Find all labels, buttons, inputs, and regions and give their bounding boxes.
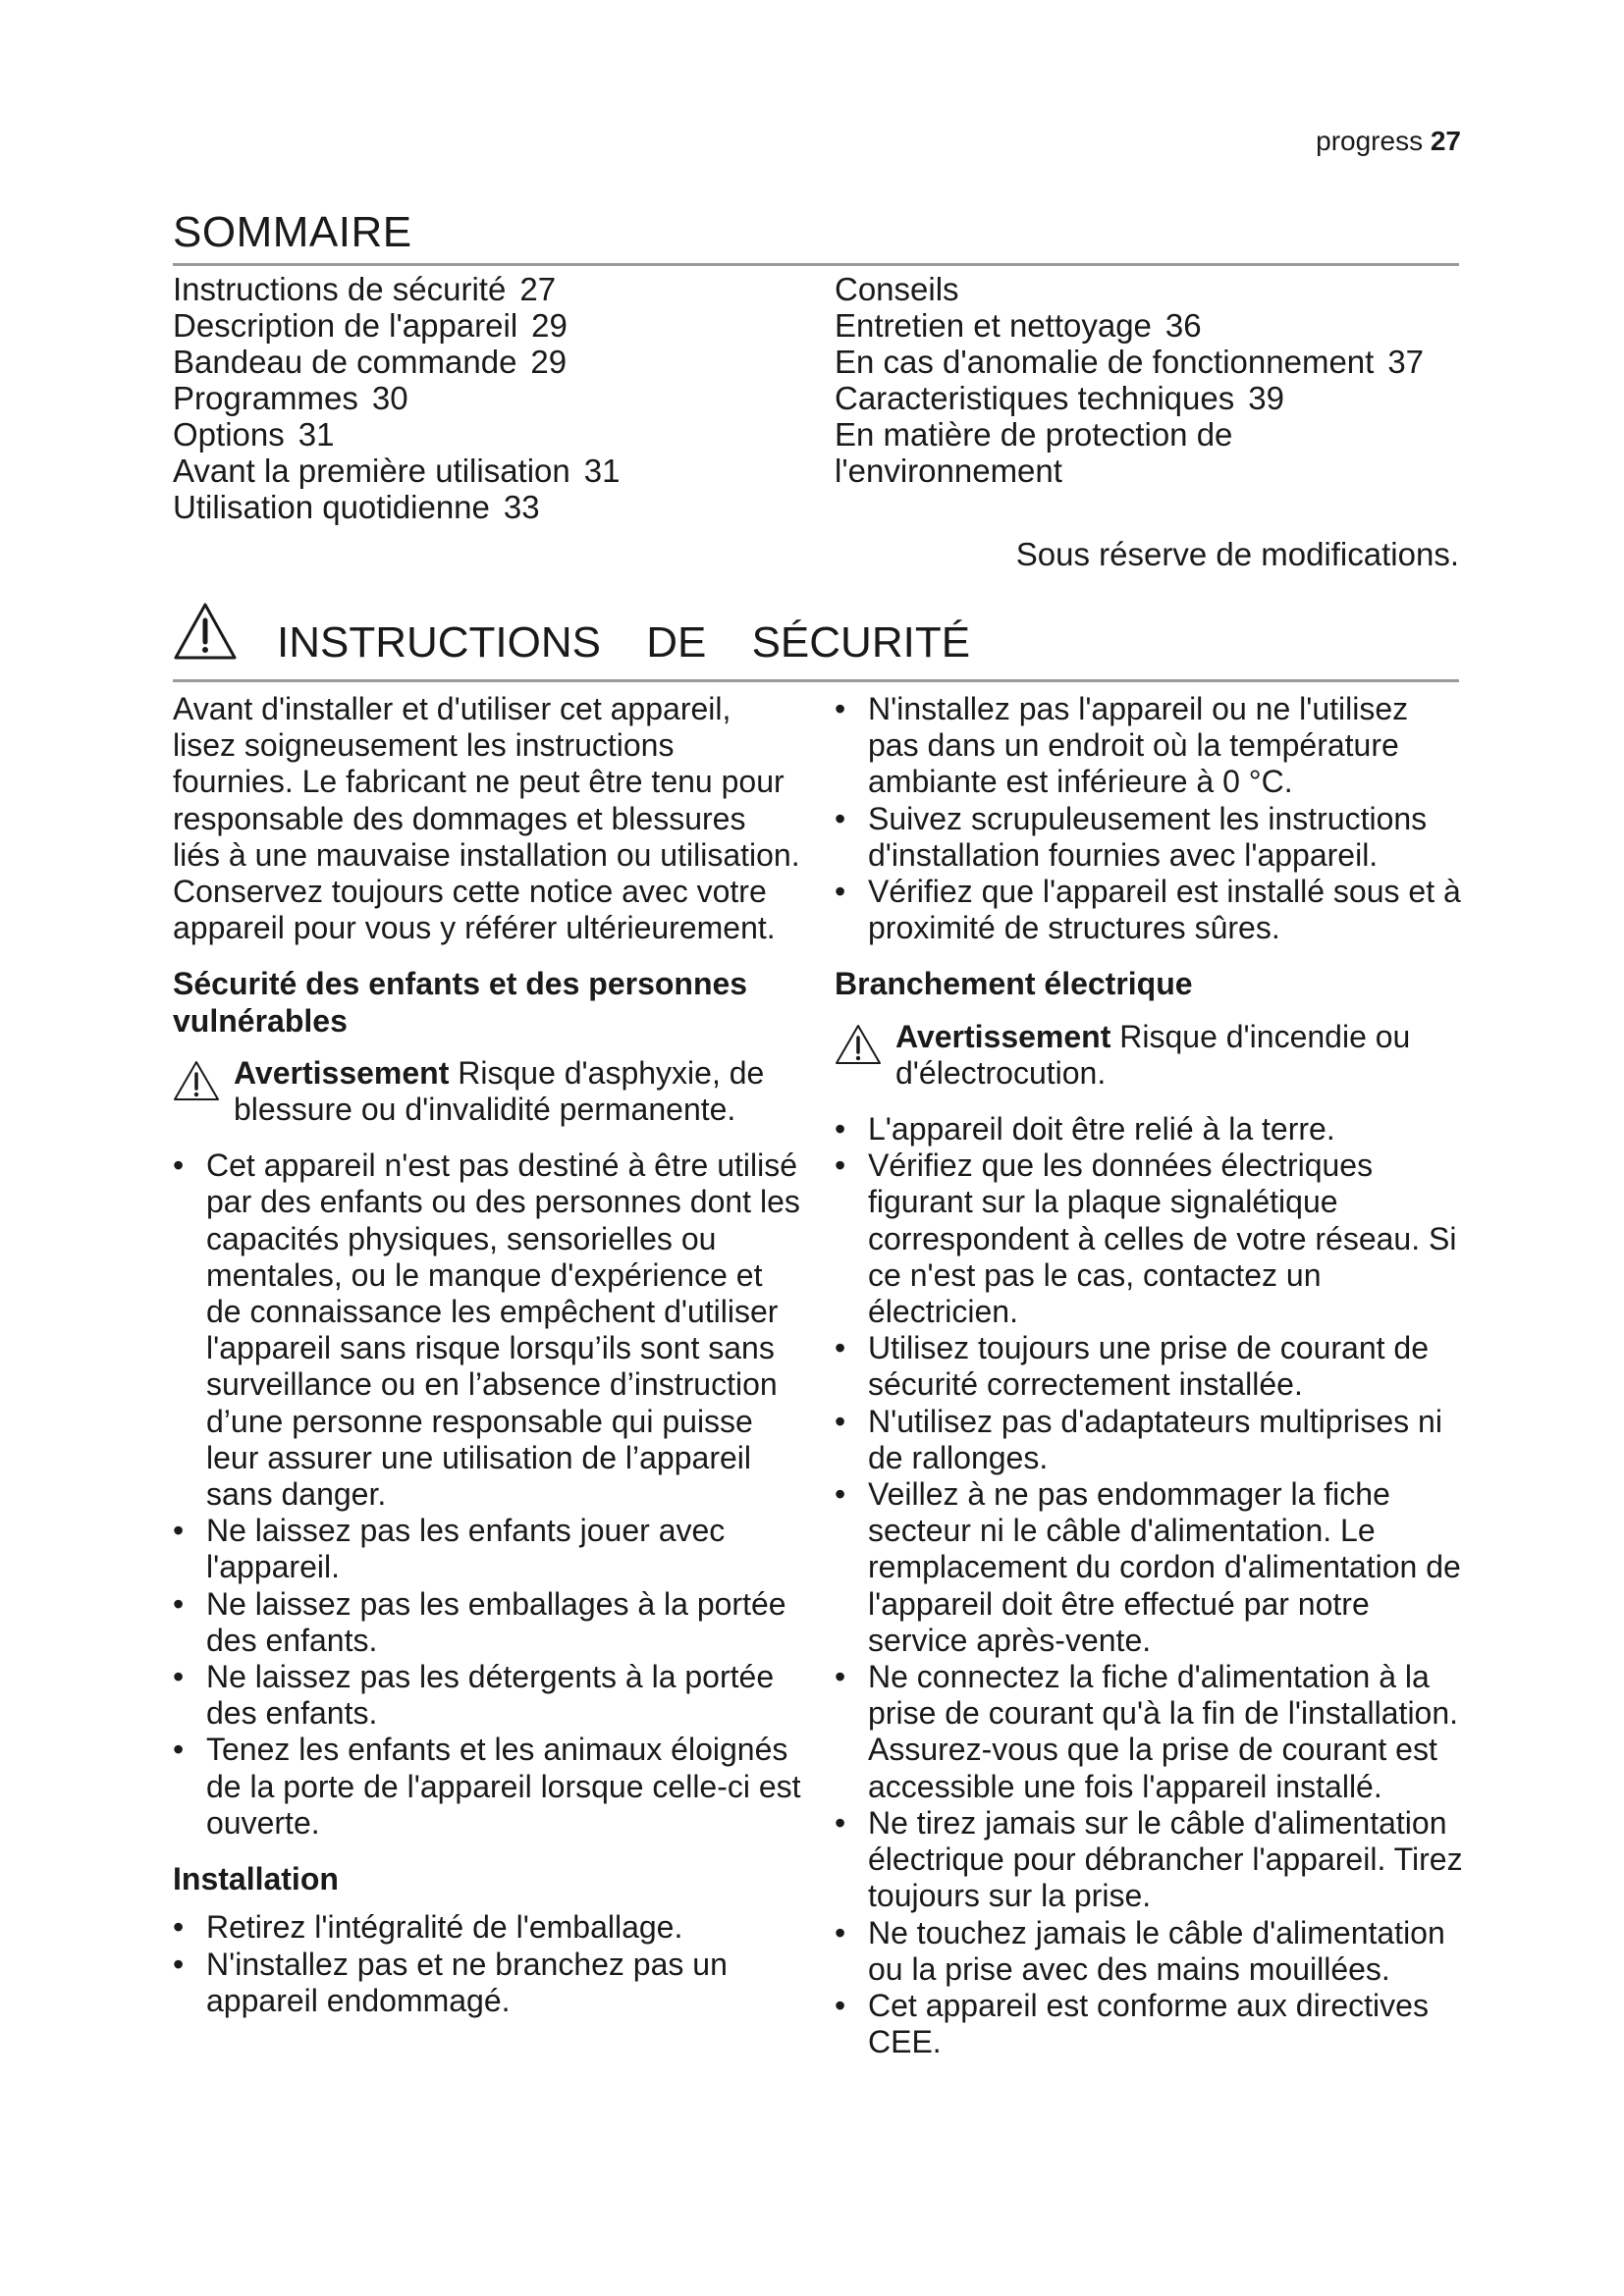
toc-entry[interactable]: Caracteristiques techniques 39 [835, 380, 1284, 416]
page-header [1316, 126, 1461, 157]
list-item: • Veillez à ne pas endommager la fiche secteur ni le câble d'alimentation. Le remplacement du cordon d'alimentation de l'appareil doit être effectué par notre service après-vente. [835, 1476, 1465, 1659]
toc-entry[interactable]: Utilisation quotidienne 33 [173, 489, 540, 525]
list-item: • N'utilisez pas d'adaptateurs multiprises ni de rallonges. [835, 1404, 1465, 1476]
toc-entry[interactable]: l'environnement [835, 453, 1062, 489]
warning-label: Avertissement [895, 1018, 1111, 1054]
toc-entry[interactable]: Bandeau de commande 29 [173, 344, 568, 380]
installation-heading: Installation [173, 1861, 339, 1897]
list-item: • Vérifiez que les données électriques figurant sur la plaque signalétique correspondent à celles de votre réseau. Si ce n'est pas le cas, contactez un électricien. [835, 1148, 1465, 1330]
toc-rule [173, 263, 1459, 266]
safety-right-column [835, 691, 1465, 2060]
toc-entry[interactable]: Description de l'appareil 29 [173, 307, 568, 344]
list-item: • N'installez pas et ne branchez pas un appareil endommagé. [173, 1947, 801, 2019]
toc-right-column [835, 271, 1424, 489]
warning-text: Risque d'incendie ou d'électrocution. [895, 1018, 1411, 1091]
toc-entry[interactable]: Instructions de sécurité 27 [173, 271, 557, 307]
warning-text: Risque d'asphyxie, de blessure ou d'invalidité permanente. [234, 1054, 765, 1128]
toc-entry[interactable]: Conseils [835, 271, 959, 307]
warning-triangle-icon [173, 601, 238, 662]
toc-entry[interactable]: En matière de protection de [835, 416, 1233, 453]
brand-name: progress [1316, 126, 1424, 156]
list-item: • Suivez scrupuleusement les instructions d'installation fournies avec l'appareil. [835, 801, 1465, 874]
children-safety-heading: Sécurité des enfants et des personnes vulnérables [173, 966, 748, 1039]
children-warning [173, 1055, 801, 1128]
installation-list-part2 [835, 691, 1465, 946]
list-item: • N'installez pas l'appareil ou ne l'utilisez pas dans un endroit où la température ambiante est inférieure à 0 °C. [835, 691, 1465, 801]
installation-list-part1 [173, 1909, 801, 2019]
list-item: • Tenez les enfants et les animaux éloignés de la porte de l'appareil lorsque celle-ci est ouverte. [173, 1732, 801, 1842]
safety-left-column [173, 691, 801, 2019]
toc-entry[interactable]: Avant la première utilisation 31 [173, 453, 621, 489]
toc-entry[interactable]: Options 31 [173, 416, 335, 453]
page-number: 27 [1430, 126, 1461, 156]
list-item: • Ne touchez jamais le câble d'alimentation ou la prise avec des mains mouillées. [835, 1915, 1465, 1988]
modification-note: Sous réserve de modifications. [1015, 536, 1459, 572]
warning-triangle-icon [173, 1059, 220, 1102]
list-item: • Utilisez toujours une prise de courant de sécurité correctement installée. [835, 1330, 1465, 1403]
list-item: • Ne connectez la fiche d'alimentation à la prise de courant qu'à la fin de l'installation. Assurez-vous que la prise de courant est accessible une fois l'appareil installé. [835, 1659, 1465, 1805]
list-item: • Cet appareil n'est pas destiné à être utilisé par des enfants ou des personnes dont les capacités physiques, sensorielles ou mentales, ou le manque d'expérience et de connaissance les empêchent d'utiliser l'appareil sans risque lorsqu’ils sont sans surveillance ou en l’absence d’instruction d’une personne responsable qui puisse leur assurer une utilisation de l’appareil sans danger. [173, 1148, 801, 1513]
toc-left-column [173, 271, 620, 525]
list-item: • Cet appareil est conforme aux directives CEE. [835, 1988, 1465, 2060]
toc-title: SOMMAIRE [173, 208, 412, 256]
toc-entry[interactable]: Entretien et nettoyage 36 [835, 307, 1202, 344]
list-item: • Ne laissez pas les détergents à la portée des enfants. [173, 1659, 801, 1732]
safety-title: INSTRUCTIONS DE SÉCURITÉ [277, 618, 971, 667]
electrical-list [835, 1111, 1465, 2060]
warning-triangle-icon [835, 1023, 882, 1066]
electrical-heading: Branchement électrique [835, 966, 1193, 1002]
warning-label: Avertissement [234, 1054, 450, 1091]
list-item: • Retirez l'intégralité de l'emballage. [173, 1909, 801, 1946]
safety-rule [173, 679, 1459, 682]
list-item: • Vérifiez que l'appareil est installé sous et à proximité de structures sûres. [835, 874, 1465, 946]
toc-entry[interactable]: Programmes 30 [173, 380, 408, 416]
electrical-warning [835, 1019, 1465, 1092]
children-safety-list [173, 1148, 801, 1842]
list-item: • Ne laissez pas les enfants jouer avec l'appareil. [173, 1513, 801, 1585]
list-item: • Ne tirez jamais sur le câble d'alimentation électrique pour débrancher l'appareil. Tirez toujours sur la prise. [835, 1805, 1465, 1915]
list-item: • L'appareil doit être relié à la terre. [835, 1111, 1465, 1148]
intro-paragraph: Avant d'installer et d'utiliser cet appareil, lisez soigneusement les instructions fournies. Le fabricant ne peut être tenu pour responsable des dommages et blessures liés à une mauvaise installation ou utilisation. Conservez toujours cette notice avec votre appareil pour vous y référer ultérieurement. [173, 691, 800, 946]
toc-entry[interactable]: En cas d'anomalie de fonctionnement 37 [835, 344, 1425, 380]
list-item: • Ne laissez pas les emballages à la portée des enfants. [173, 1586, 801, 1659]
